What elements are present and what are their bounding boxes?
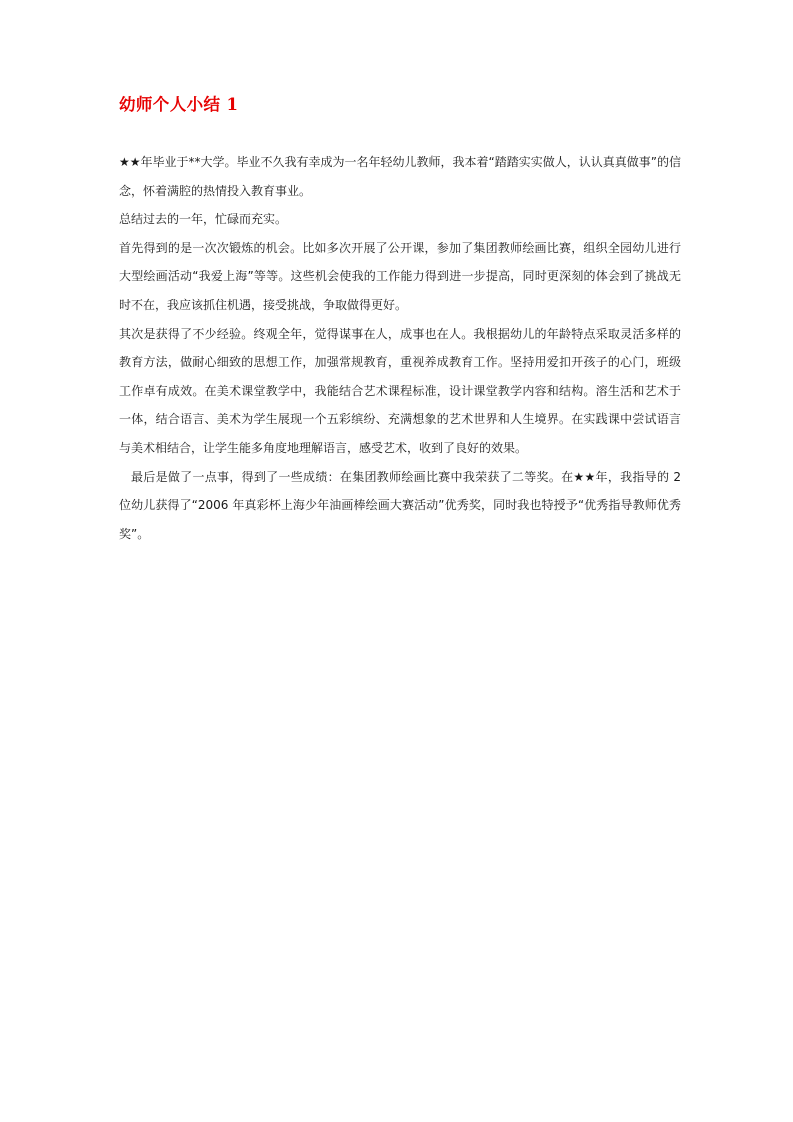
- paragraph-graduation: ★★年毕业于**大学。毕业不久我有幸成为一名年轻幼儿教师，我本着“踏踏实实做人，认认真真做事”的信念，怀着满腔的热情投入教育事业。: [119, 155, 681, 198]
- paragraph-achievements: 最后是做了一点事，得到了一些成绩：在集团教师绘画比赛中我荣获了二等奖。在★★年，我指导的 2 位幼儿获得了“2006 年真彩杯上海少年油画棒绘画大赛活动”优秀奖，同时我也特授予“优秀指导教师优秀奖”。: [119, 469, 681, 541]
- document-body: [119, 92, 681, 548]
- document-title: 幼师个人小结 1: [119, 95, 239, 114]
- paragraph-experience: 其次是获得了不少经验。终观全年，觉得谋事在人，成事也在人。我根据幼儿的年龄特点采取灵活多样的教育方法，做耐心细致的思想工作，加强常规教育，重视养成教育工作。坚持用爱扣开孩子的心门，班级工作卓有成效。在美术课堂教学中，我能结合艺术课程标准，设计课堂教学内容和结构。溶生活和艺术于一体，结合语言、美术为学生展现一个五彩缤纷、充满想象的艺术世界和人生境界。在实践课中尝试语言与美术相结合，让学生能多角度地理解语言，感受艺术，收到了良好的效果。: [119, 326, 681, 455]
- paragraph-opportunities: 首先得到的是一次次锻炼的机会。比如多次开展了公开课，参加了集团教师绘画比赛，组织全园幼儿进行大型绘画活动“我爱上海”等等。这些机会使我的工作能力得到进一步提高，同时更深刻的体会到了挑战无时不在，我应该抓住机遇，接受挑战，争取做得更好。: [119, 240, 681, 312]
- paragraph-year-summary: 总结过去的一年，忙碌而充实。: [119, 212, 288, 227]
